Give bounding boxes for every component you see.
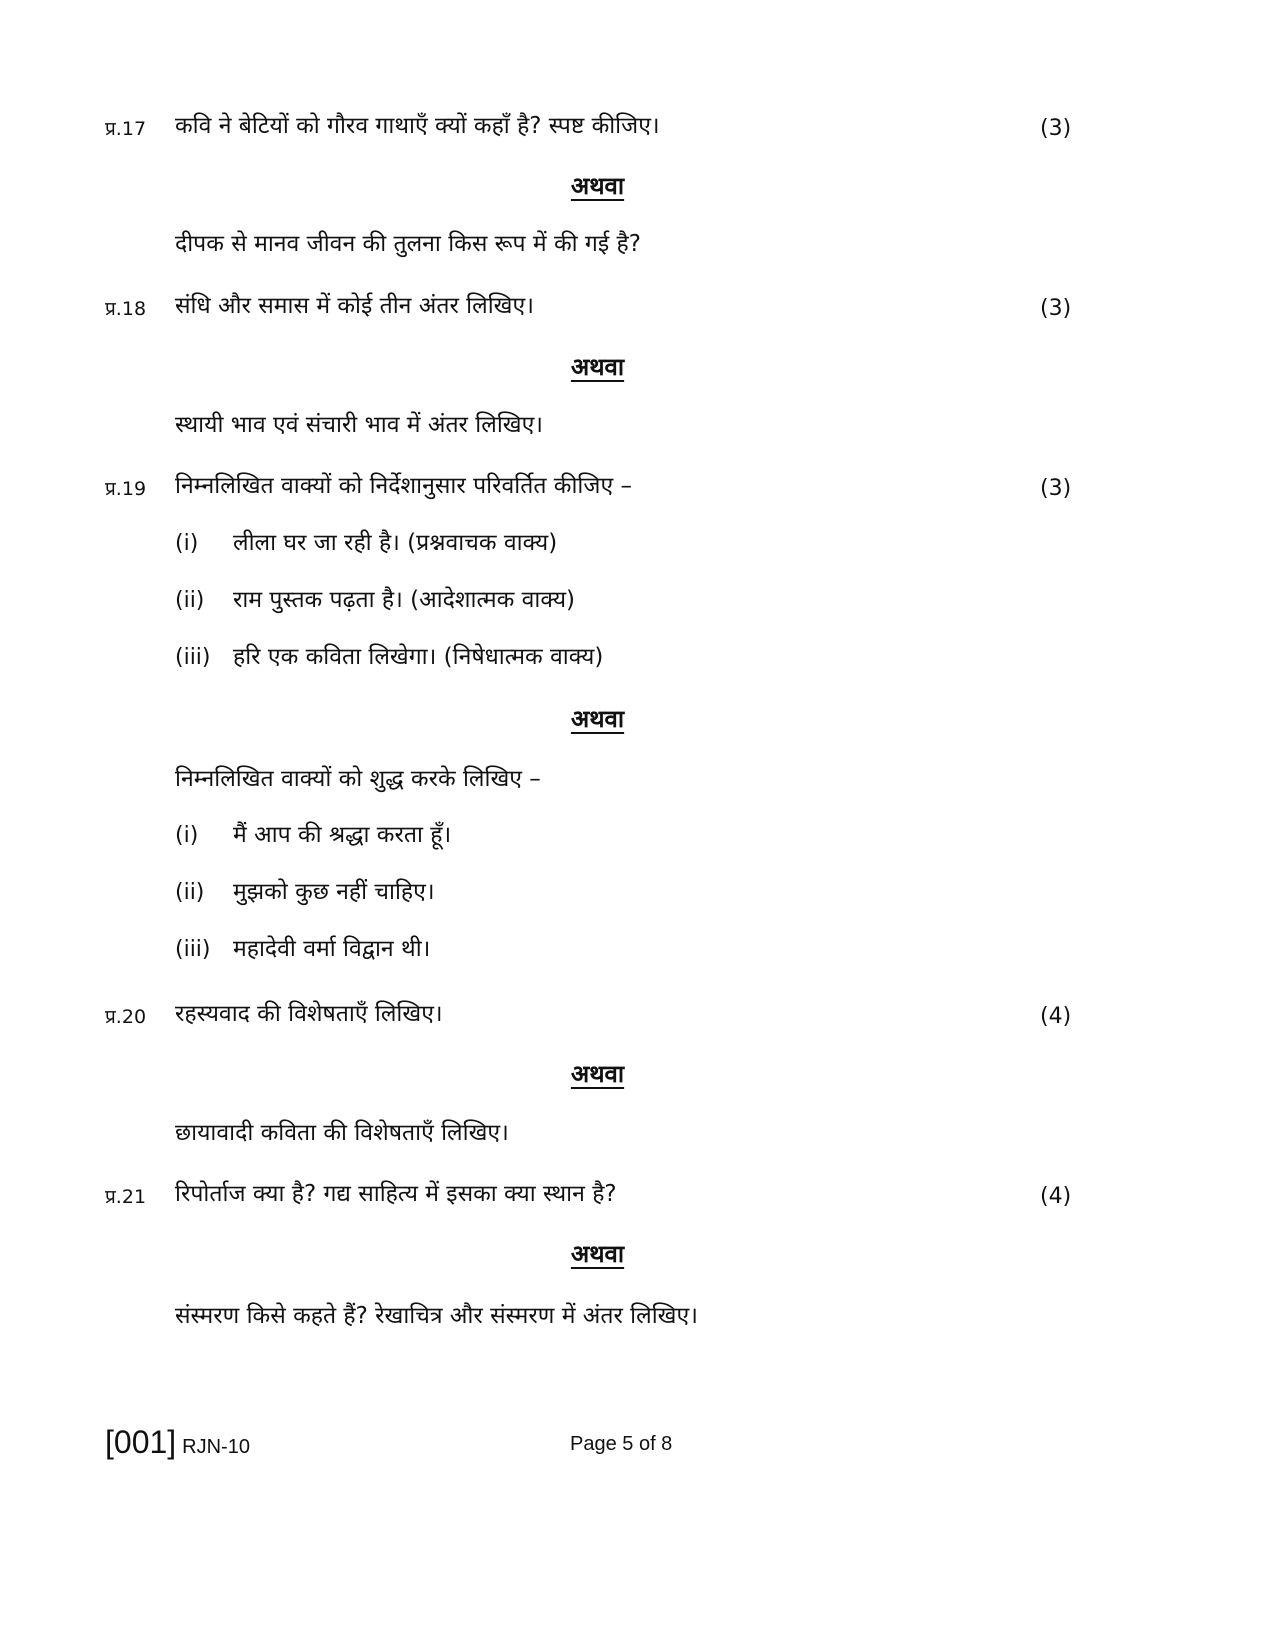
item-number: (ii) [175, 880, 205, 905]
or-heading: अथवा [570, 1240, 625, 1268]
or-heading: अथवा [570, 705, 625, 733]
question-number: प्र.21 [105, 1186, 147, 1208]
item-text: महादेवी वर्मा विद्वान थी। [233, 936, 431, 962]
alternative-question-text: स्थायी भाव एवं संचारी भाव में अंतर लिखिए। [175, 412, 544, 438]
question-marks: (3) [1040, 296, 1072, 321]
paper-code-number: [001] [105, 1424, 177, 1460]
alternative-question-text: संस्मरण किसे कहते हैं? रेखाचित्र और संस्मरण में अंतर लिखिए। [175, 1303, 698, 1329]
item-number: (iii) [175, 937, 211, 962]
question-text: संधि और समास में कोई तीन अंतर लिखिए। [175, 293, 534, 319]
alternative-question-text: छायावादी कविता की विशेषताएँ लिखिए। [175, 1120, 509, 1146]
question-number: प्र.19 [105, 478, 147, 500]
question-marks: (4) [1040, 1004, 1072, 1029]
item-text: लीला घर जा रही है। (प्रश्नवाचक वाक्य) [233, 530, 558, 556]
question-marks: (4) [1040, 1184, 1072, 1209]
or-heading: अथवा [570, 353, 625, 381]
question-text: निम्नलिखित वाक्यों को निर्देशानुसार परिवर्तित कीजिए – [175, 473, 632, 499]
item-number: (i) [175, 531, 199, 556]
question-marks: (3) [1040, 476, 1072, 501]
item-text: हरि एक कविता लिखेगा। (निषेधात्मक वाक्य) [233, 644, 604, 670]
question-number: प्र.18 [105, 298, 147, 320]
question-number: प्र.17 [105, 118, 147, 140]
question-number: प्र.20 [105, 1006, 147, 1028]
item-text: मैं आप की श्रद्धा करता हूँ। [233, 822, 452, 848]
item-text: राम पुस्तक पढ़ता है। (आदेशात्मक वाक्य) [233, 587, 576, 613]
question-text: रहस्यवाद की विशेषताएँ लिखिए। [175, 1001, 443, 1027]
question-marks: (3) [1040, 116, 1072, 141]
or-heading: अथवा [570, 1060, 625, 1088]
item-number: (i) [175, 823, 199, 848]
question-text: रिपोर्ताज क्या है? गद्य साहित्य में इसका क्या स्थान है? [175, 1181, 617, 1207]
item-number: (ii) [175, 588, 205, 613]
paper-code-label: RJN-10 [182, 1436, 250, 1458]
or-heading: अथवा [570, 172, 625, 200]
paper-code [105, 1424, 250, 1461]
question-text: कवि ने बेटियों को गौरव गाथाएँ क्यों कहाँ है? स्पष्ट कीजिए। [175, 113, 660, 139]
item-text: मुझको कुछ नहीं चाहिए। [233, 879, 435, 905]
page-number: Page 5 of 8 [570, 1433, 673, 1455]
item-number: (iii) [175, 645, 211, 670]
alternative-question-text: दीपक से मानव जीवन की तुलना किस रूप में की गई है? [175, 231, 641, 257]
alternative-question-text: निम्नलिखित वाक्यों को शुद्ध करके लिखिए – [175, 766, 541, 792]
